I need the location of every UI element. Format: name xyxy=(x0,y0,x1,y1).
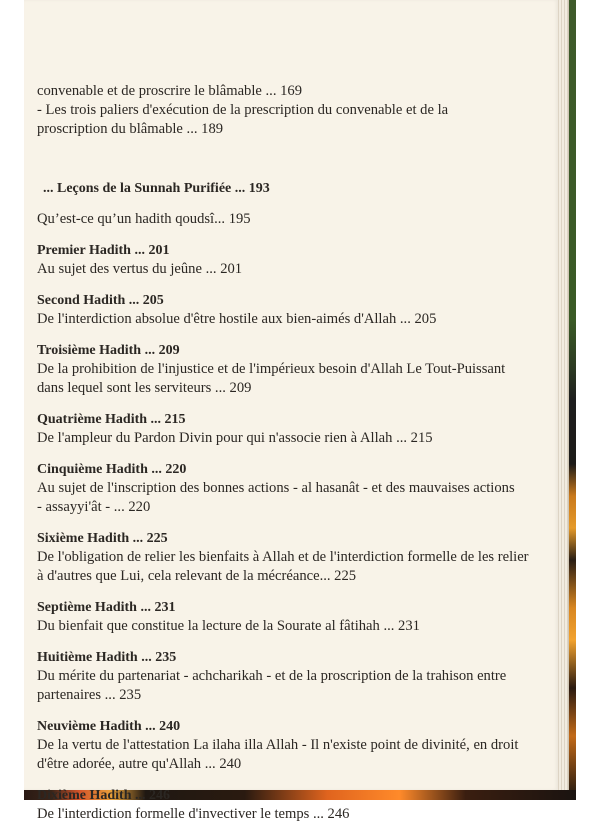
entry-description: Du mérite du partenariat - achcharikah - et de la proscription de la trahison entre xyxy=(37,668,507,684)
book-page xyxy=(24,0,558,822)
spacer xyxy=(37,139,547,179)
entry-description: Au sujet des vertus du jeûne ... 201 xyxy=(37,261,243,277)
section-intro: Qu’est-ce qu’un hadith qoudsî... 195 xyxy=(37,211,251,227)
continued-text-block xyxy=(37,82,547,139)
entry-description: De l'interdiction formelle d'invectiver le temps ... 246 xyxy=(37,806,350,822)
toc-entry xyxy=(37,410,547,448)
continued-line: - Les trois paliers d'exécution de la prescription du convenable et de la xyxy=(37,102,449,118)
entry-heading: Quatrième Hadith ... 215 xyxy=(37,412,186,427)
entry-heading: Premier Hadith ... 201 xyxy=(37,243,170,258)
toc-entry xyxy=(37,786,547,824)
entry-description: De l'interdiction absolue d'être hostile aux bien-aimés d'Allah ... 205 xyxy=(37,311,437,327)
entry-description: - assayyi'ât - ... 220 xyxy=(37,499,151,515)
entry-description: partenaires ... 235 xyxy=(37,687,142,703)
continued-line: convenable et de proscrire le blâmable ... 169 xyxy=(37,83,303,99)
entry-heading: Cinquième Hadith ... 220 xyxy=(37,462,187,477)
entry-description: De la prohibition de l'injustice et de l'impérieux besoin d'Allah Le Tout-Puissant xyxy=(37,361,506,377)
entry-heading: Second Hadith ... 205 xyxy=(37,293,164,308)
toc-entry xyxy=(37,241,547,279)
toc-entry xyxy=(37,598,547,636)
toc-entry xyxy=(37,717,547,774)
entry-description: De la vertu de l'attestation La ilaha illa Allah - Il n'existe point de divinité, en droit xyxy=(37,737,519,753)
entry-heading: Troisième Hadith ... 209 xyxy=(37,343,180,358)
toc-entry xyxy=(37,529,547,586)
toc-entry xyxy=(37,341,547,398)
entry-description: De l'ampleur du Pardon Divin pour qui n'associe rien à Allah ... 215 xyxy=(37,430,433,446)
toc-entry xyxy=(37,648,547,705)
entry-heading: Septième Hadith ... 231 xyxy=(37,600,176,615)
entry-description: Du bienfait que constitue la lecture de la Sourate al fâtihah ... 231 xyxy=(37,618,420,634)
book-cover-edge xyxy=(568,0,576,800)
toc-entry xyxy=(37,291,547,329)
entry-description: à d'autres que Lui, cela relevant de la mécréance... 225 xyxy=(37,568,357,584)
table-of-contents xyxy=(37,82,547,824)
continued-line: proscription du blâmable ... 189 xyxy=(37,121,224,137)
entry-description: dans lequel sont les serviteurs ... 209 xyxy=(37,380,252,396)
section-title: ... Leçons de la Sunnah Purifiée ... 193 xyxy=(43,181,270,196)
entry-heading: Neuvième Hadith ... 240 xyxy=(37,719,181,734)
entry-heading: Sixième Hadith ... 225 xyxy=(37,531,168,546)
entry-heading: Huitième Hadith ... 235 xyxy=(37,650,177,665)
entry-description: Au sujet de l'inscription des bonnes actions - al hasanât - et des mauvaises actions xyxy=(37,480,515,496)
entry-heading: Dixième Hadith ... 246 xyxy=(37,788,170,803)
toc-entry xyxy=(37,460,547,517)
entry-description: d'être adorée, autre qu'Allah ... 240 xyxy=(37,756,242,772)
entry-description: De l'obligation de relier les bienfaits à Allah et de l'interdiction formelle de les relier xyxy=(37,549,529,565)
